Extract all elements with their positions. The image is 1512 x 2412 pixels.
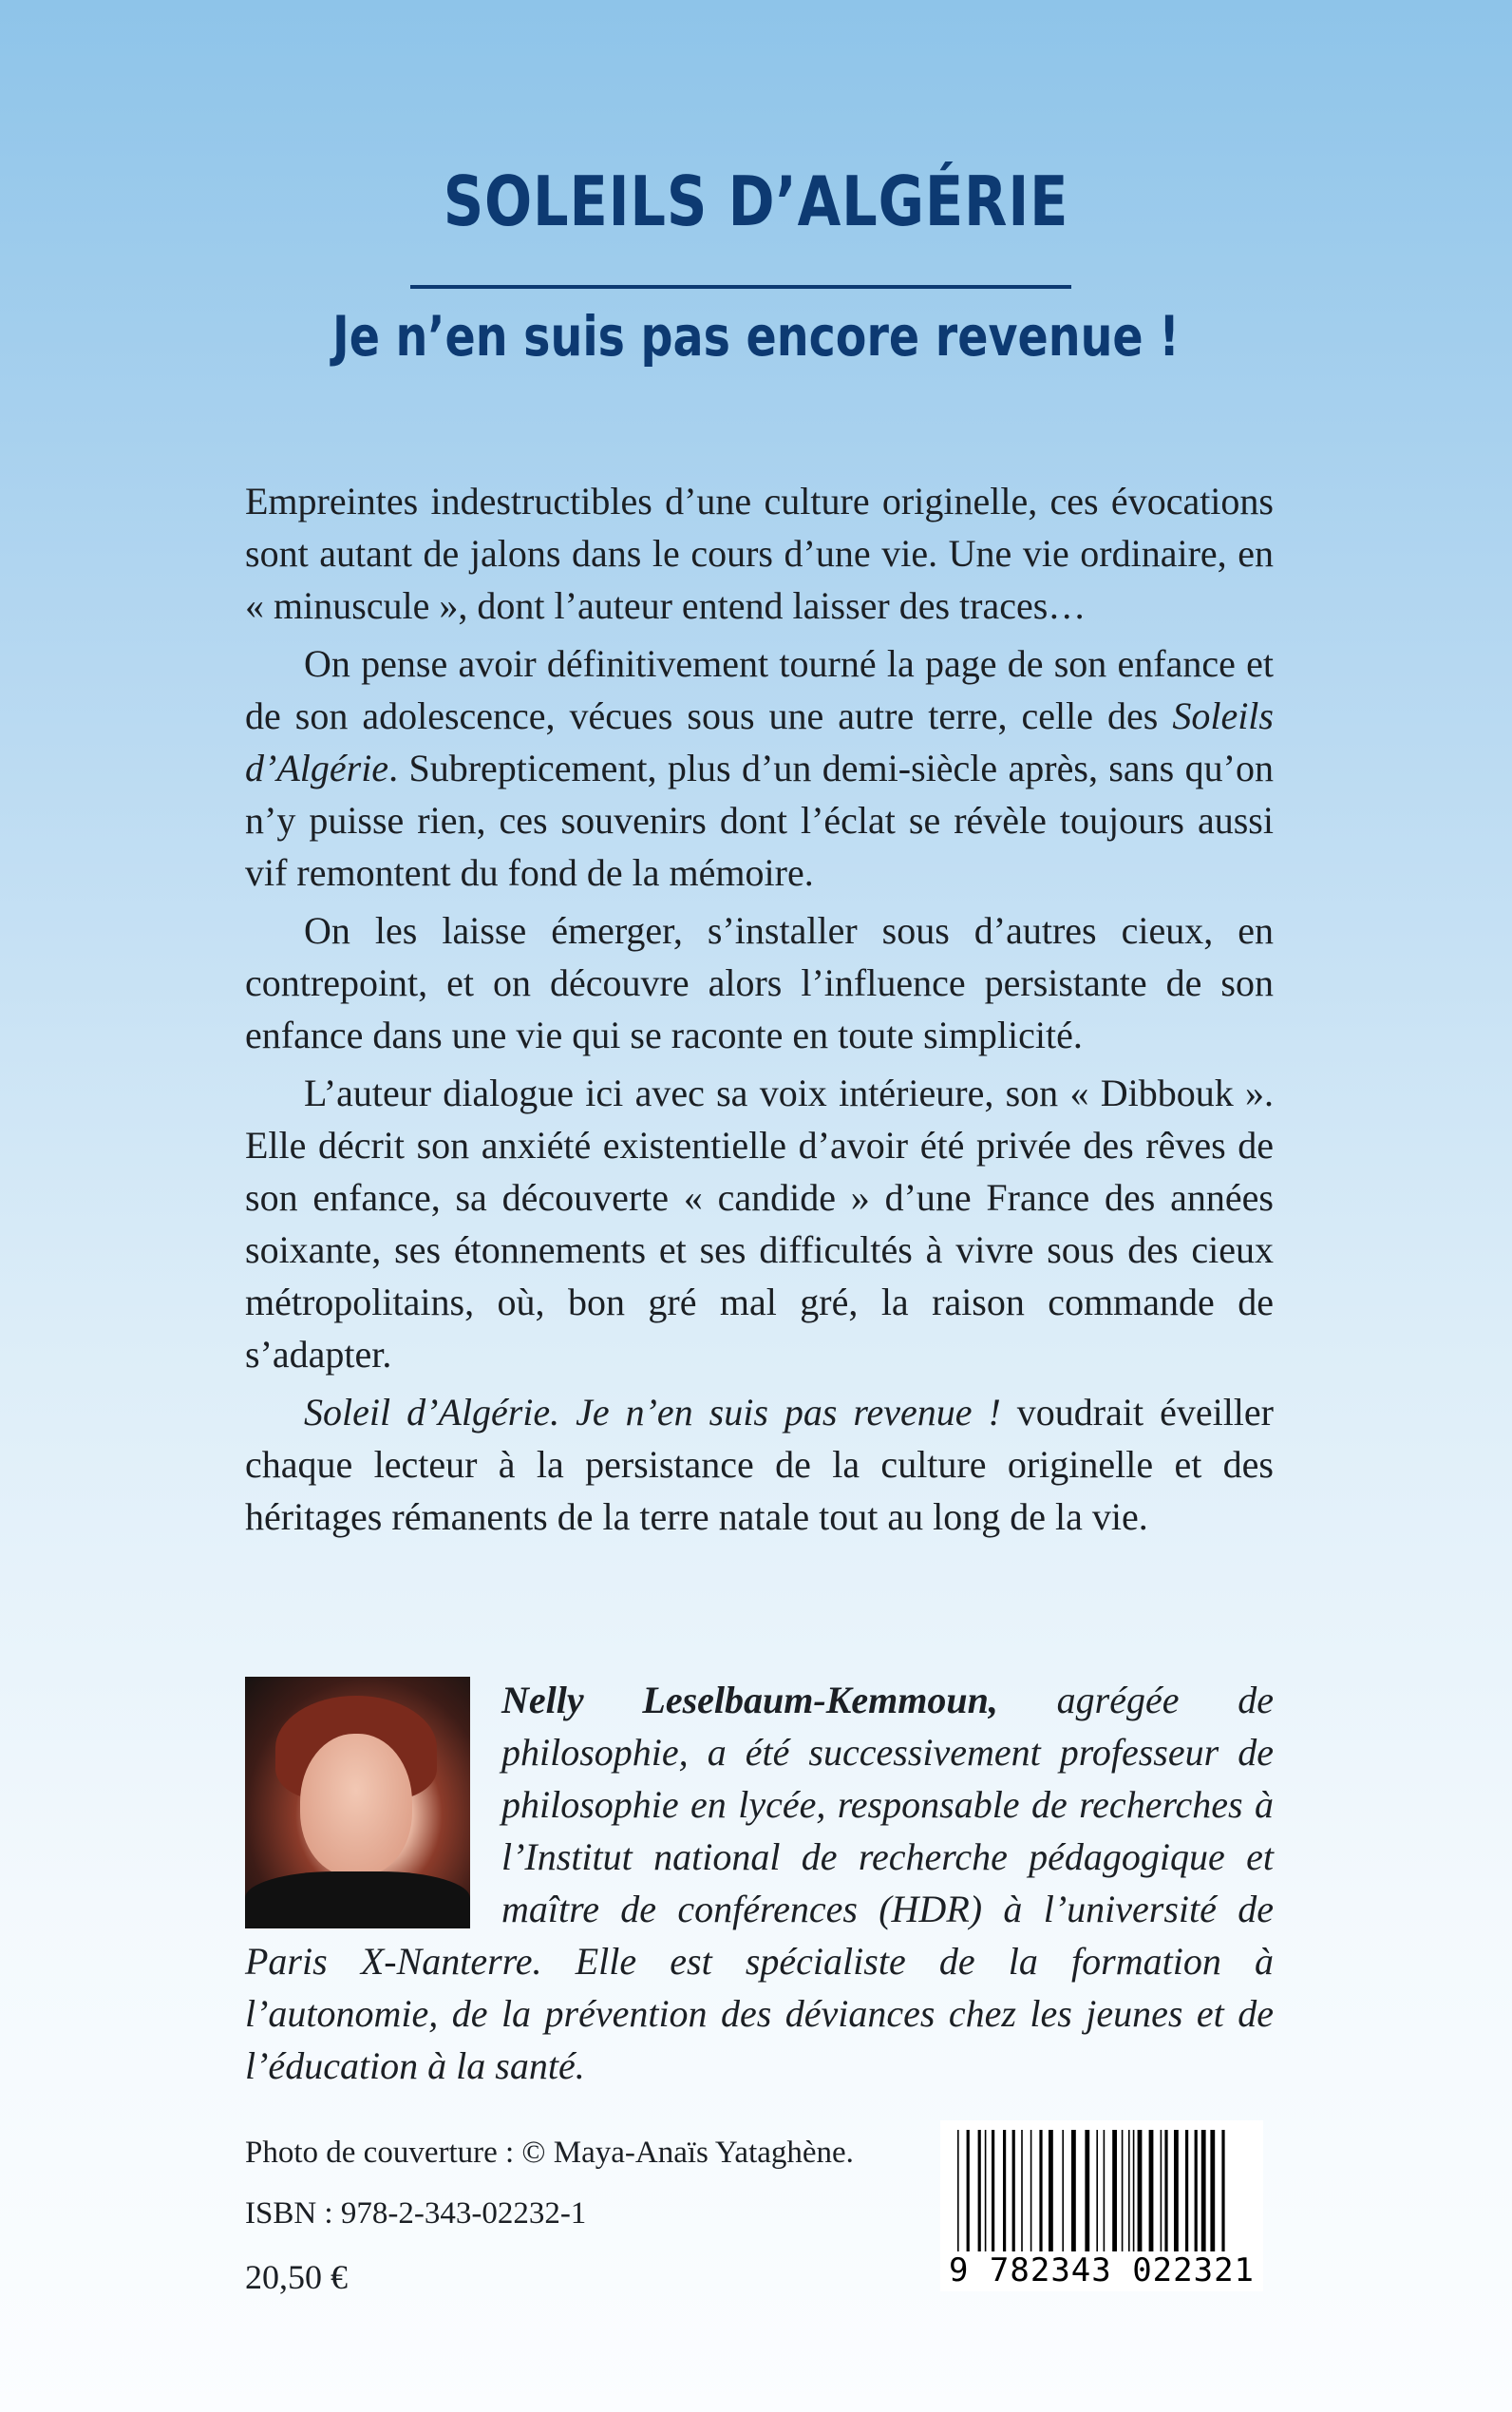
barcode-bar <box>1174 2130 1179 2251</box>
barcode-bar <box>1071 2130 1076 2251</box>
summary-paragraph-2-end: . Subrepticement, plus d’un demi-siècle après, sans qu’on n’y puisse rien, ces souvenirs dont l’éclat se révèle toujours aussi vif remontent du fond de la mémoire. <box>245 747 1274 894</box>
barcode-bar <box>1030 2130 1032 2251</box>
barcode-bar <box>985 2130 987 2251</box>
isbn: ISBN : 978-2-343-02232-1 <box>245 2196 587 2231</box>
author-bio-text: agrégée de philosophie, a été successivement professeur de philosophie en lycée, responsable de recherches à l’Institut national de recherche pédagogique et maître de conférences (HDR) à l’université de Paris X-Nanterre. Elle est spécialiste de la formation à l’autonomie, de la prévention des déviances chez les jeunes et de l’éducation à la santé. <box>245 1679 1274 2087</box>
barcode-bar <box>1128 2130 1130 2251</box>
summary-text <box>245 475 1274 1548</box>
barcode-bar <box>1149 2130 1154 2251</box>
barcode-bar <box>1161 2130 1162 2251</box>
barcode-bar <box>1039 2130 1042 2251</box>
barcode-bar <box>1112 2130 1117 2251</box>
barcode-bar <box>1133 2130 1135 2251</box>
summary-paragraph-2 <box>245 637 1274 899</box>
barcode-bar <box>1062 2130 1064 2251</box>
barcode-bar <box>1003 2130 1006 2251</box>
barcode-bar <box>978 2130 981 2251</box>
photo-credit: Photo de couverture : © Maya-Anaïs Yataghène. <box>245 2136 854 2170</box>
summary-paragraph-5 <box>245 1386 1274 1543</box>
barcode-bar <box>1185 2130 1188 2251</box>
author-name: Nelly Leselbaum-Kemmoun, <box>501 1679 998 1721</box>
barcode-bars <box>955 2130 1248 2251</box>
summary-paragraph-3: On les laisse émerger, s’installer sous d’autres cieux, en contrepoint, et on découvre alors l’influence persistante de son enfance dans une vie qui se raconte en toute simplicité. <box>245 909 1274 1056</box>
barcode-bar <box>1195 2130 1198 2251</box>
summary-paragraph-5-title: Soleil d’Algérie. Je n’en suis pas revenue ! <box>304 1391 1001 1434</box>
barcode-bar <box>1122 2130 1124 2251</box>
barcode-bar <box>1085 2130 1089 2251</box>
book-subtitle: Je n’en suis pas encore revenue ! <box>332 304 1180 369</box>
barcode-bar <box>1012 2130 1015 2251</box>
barcode-bar <box>1021 2130 1023 2251</box>
book-title: SOLEILS D’ALGÉRIE <box>443 161 1069 241</box>
summary-paragraph-4: L’auteur dialogue ici avec sa voix intérieure, son « Dibbouk ». Elle décrit son anxiété existentielle d’avoir été privée des rêves de son enfance, sa découverte « candide » d’une France des années soixante, ses étonnements et ses difficultés à vivre sous des cieux métropolitains, où, bon gré mal gré, la raison commande de s’adapter. <box>245 1072 1274 1376</box>
barcode-bar <box>967 2130 970 2251</box>
barcode-bar <box>1201 2130 1206 2251</box>
barcode-bar <box>1138 2130 1143 2251</box>
barcode-digits: 9 782343 022321 <box>948 2251 1256 2289</box>
barcode-bar <box>1104 2130 1106 2251</box>
barcode-bar <box>1164 2130 1167 2251</box>
barcode-bar <box>1096 2130 1098 2251</box>
barcode-bar <box>957 2130 959 2251</box>
summary-paragraph-1: Empreintes indestructibles d’une culture originelle, ces évocations sont autant de jalons dans le cours d’une vie. Une vie ordinaire, en « minuscule », dont l’auteur entend laisser des traces… <box>245 480 1274 627</box>
barcode-bar <box>992 2130 994 2251</box>
barcode-bar <box>1049 2130 1053 2251</box>
summary-paragraph-2-title: Soleils d’Algérie <box>245 694 1274 789</box>
author-bio <box>245 1674 1274 2092</box>
barcode <box>940 2120 1263 2291</box>
summary-paragraph-5-end: voudrait éveiller chaque lecteur à la persistance de la culture originelle et des héritages rémanents de la terre natale tout au long de la vie. <box>245 1391 1274 1538</box>
price: 20,50 € <box>245 2258 348 2296</box>
summary-paragraph-2-start: On pense avoir définitivement tourné la page de son enfance et de son adolescence, vécues sous une autre terre, celle des <box>245 642 1274 737</box>
title-divider <box>410 285 1071 289</box>
barcode-bar <box>1221 2130 1224 2251</box>
barcode-bar <box>1210 2130 1215 2251</box>
